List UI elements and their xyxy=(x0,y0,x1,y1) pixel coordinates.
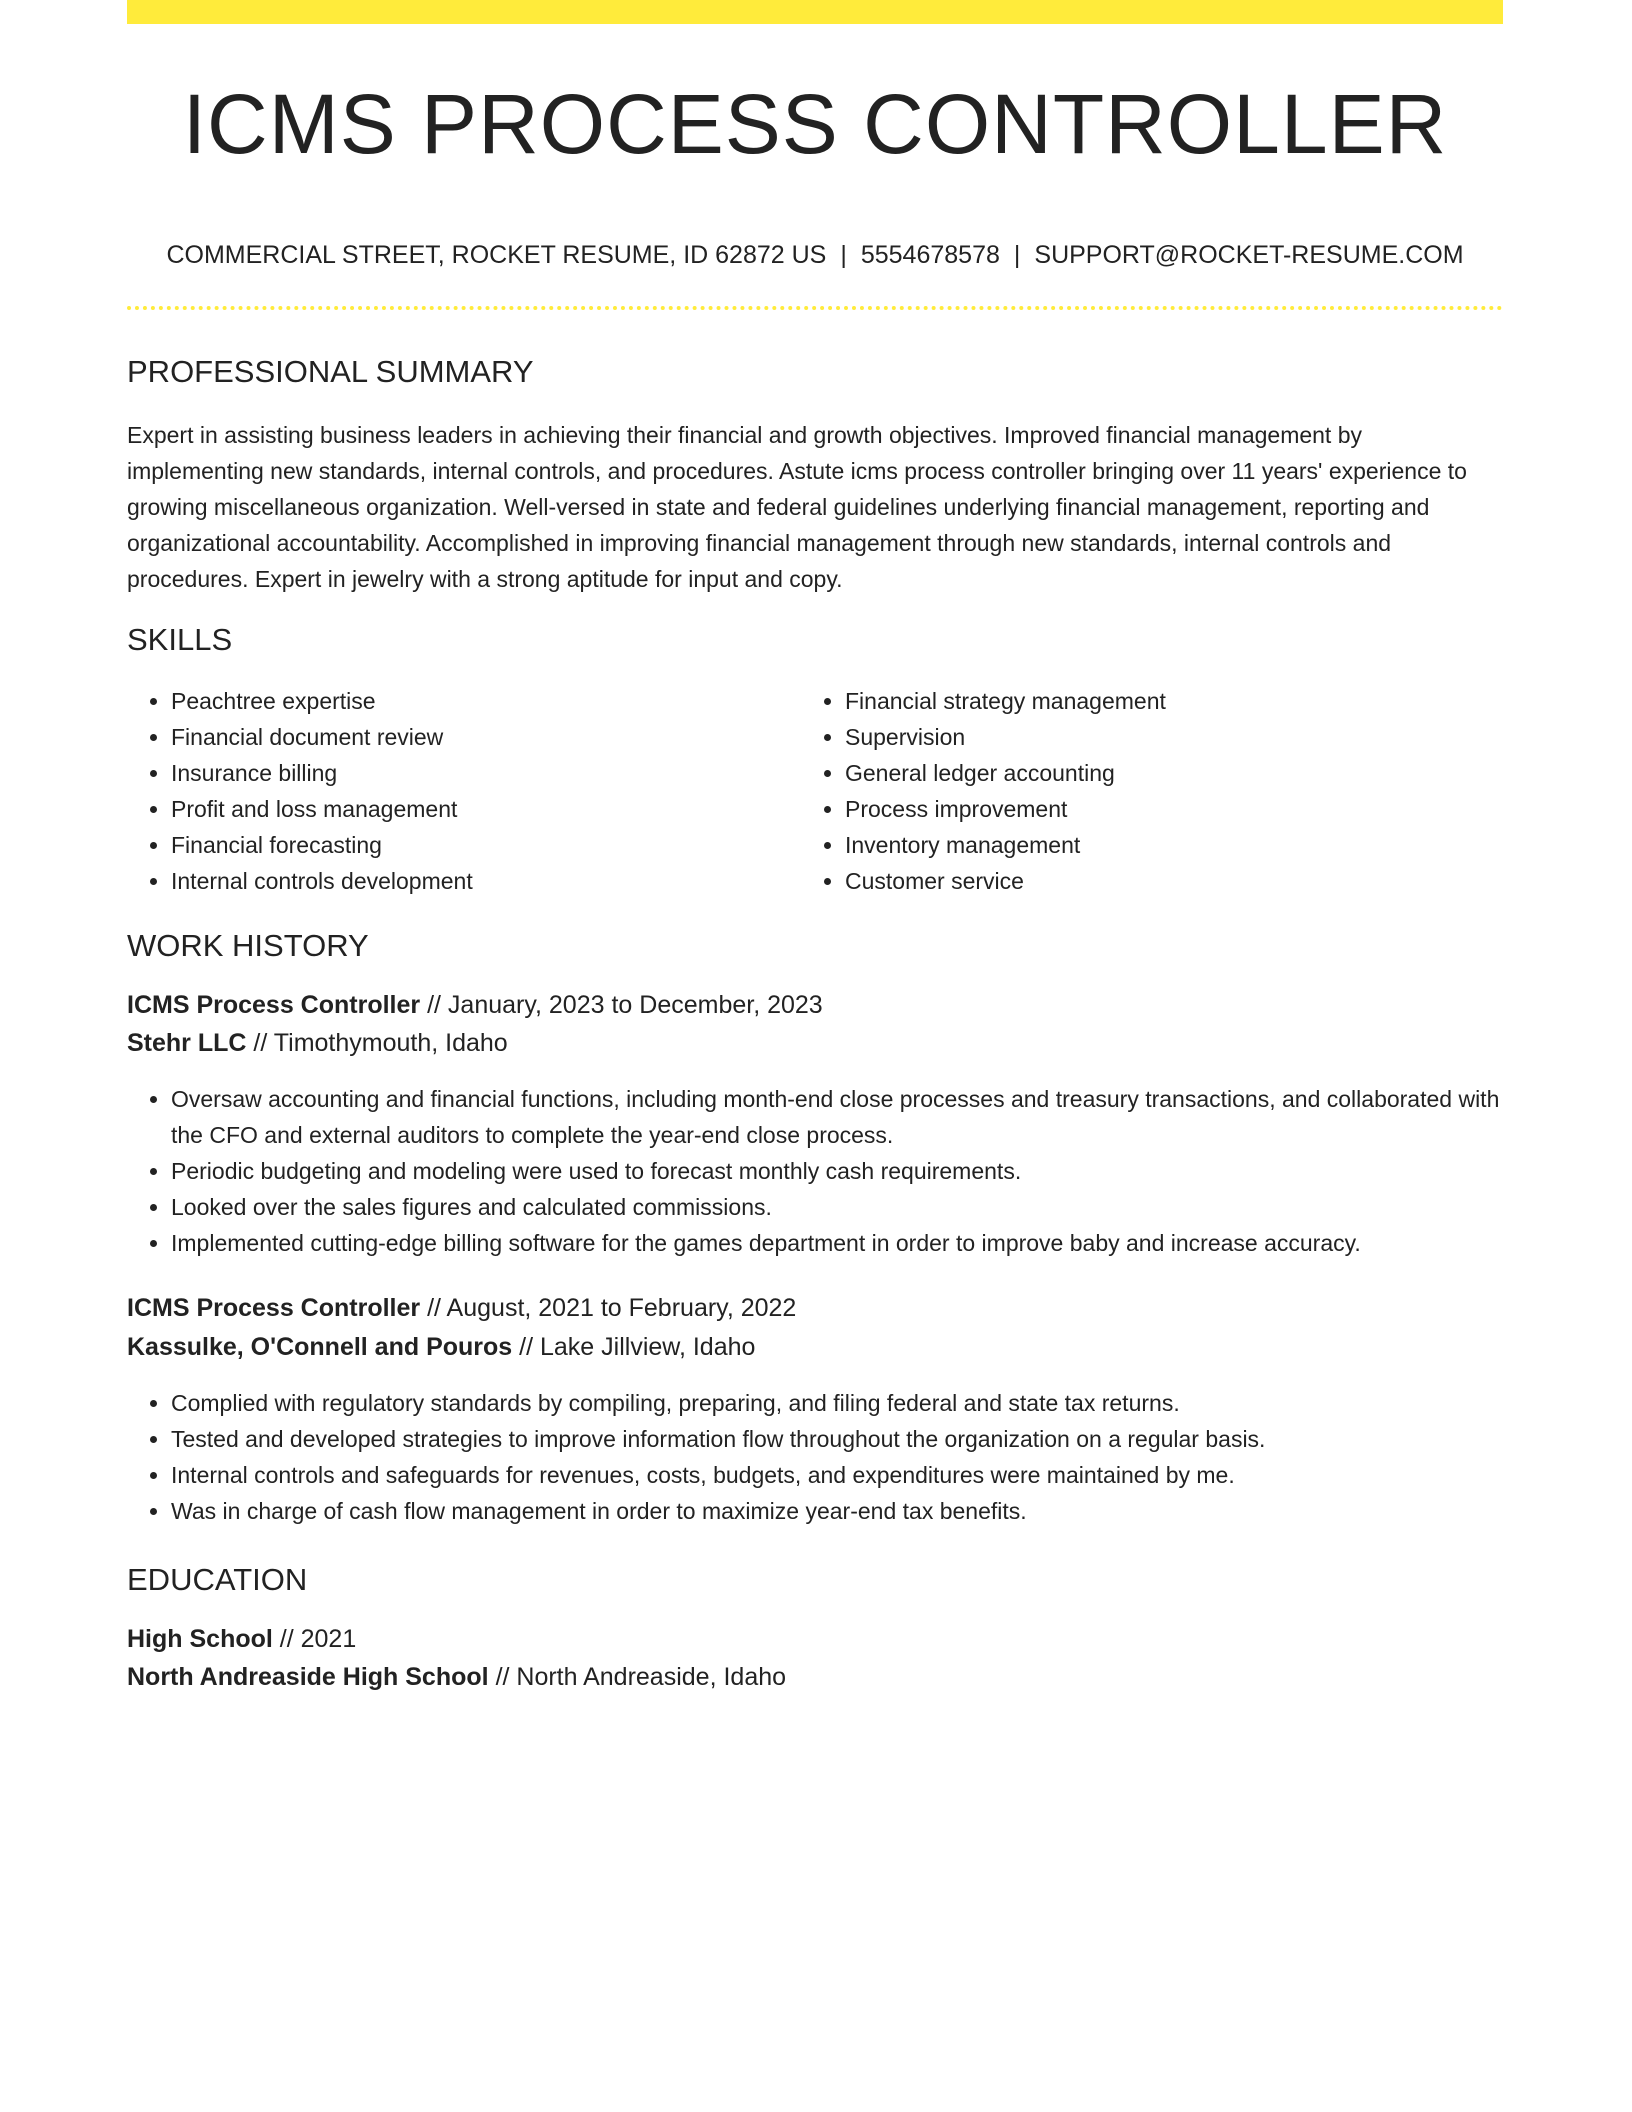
education-degree-line xyxy=(127,1620,356,1658)
skill-item: • Peachtree expertise xyxy=(171,683,811,719)
contact-phone: 5554678578 xyxy=(860,241,1000,269)
skill-item: • Financial document review xyxy=(171,719,811,755)
job-location: // Lake Jillview, Idaho xyxy=(519,1333,756,1361)
job-bullet: • Complied with regulatory standards by compiling, preparing, and filing federal and state tax returns. xyxy=(171,1385,1503,1421)
skills-list-right xyxy=(801,683,1485,899)
job-bullet: • Internal controls and safeguards for revenues, costs, budgets, and expenditures were maintained by me. xyxy=(171,1457,1503,1493)
education-school-line xyxy=(127,1658,786,1696)
job-title-line xyxy=(127,1289,796,1327)
work-history-heading: WORK HISTORY xyxy=(127,928,369,963)
contact-email: SUPPORT@ROCKET-RESUME.COM xyxy=(1034,241,1464,269)
job-company: Stehr LLC xyxy=(127,1029,247,1057)
job-company-line xyxy=(127,1024,508,1062)
skill-item: • Inventory management xyxy=(845,827,1485,863)
job-bullet: • Oversaw accounting and financial functions, including month-end close processes and treasury transactions, and collaborated with the CFO and external auditors to complete the year-end close process. xyxy=(171,1081,1503,1153)
top-accent-bar xyxy=(127,0,1503,24)
job-bullet: • Tested and developed strategies to improve information flow throughout the organization on a regular basis. xyxy=(171,1421,1503,1457)
job-title-line xyxy=(127,986,823,1024)
skill-item: • Supervision xyxy=(845,719,1485,755)
skill-item: • Financial forecasting xyxy=(171,827,811,863)
header-divider xyxy=(127,306,1503,310)
contact-separator: | xyxy=(1013,241,1021,269)
skill-item: • Internal controls development xyxy=(171,863,811,899)
job-company: Kassulke, O'Connell and Pouros xyxy=(127,1333,513,1361)
job-role: ICMS Process Controller xyxy=(127,1294,421,1322)
resume-name: ICMS PROCESS CONTROLLER xyxy=(182,77,1448,171)
contact-line xyxy=(127,238,1503,272)
skills-list-left xyxy=(127,683,811,899)
summary-heading: PROFESSIONAL SUMMARY xyxy=(127,354,534,389)
skill-item: • Process improvement xyxy=(845,791,1485,827)
job-company-line xyxy=(127,1328,755,1366)
job-bullets xyxy=(127,1081,1503,1261)
job-bullet: • Looked over the sales figures and calculated commissions. xyxy=(171,1189,1503,1225)
education-school: North Andreaside High School xyxy=(127,1663,489,1691)
education-degree: High School xyxy=(127,1625,273,1653)
job-bullet: • Implemented cutting-edge billing software for the games department in order to improve baby and increase accuracy. xyxy=(171,1225,1503,1261)
skill-item: • Financial strategy management xyxy=(845,683,1485,719)
education-year: // 2021 xyxy=(279,1625,357,1653)
skill-item: • Insurance billing xyxy=(171,755,811,791)
job-bullet: • Was in charge of cash flow management in order to maximize year-end tax benefits. xyxy=(171,1493,1503,1529)
skill-item: • Profit and loss management xyxy=(171,791,811,827)
job-location: // Timothymouth, Idaho xyxy=(253,1029,508,1057)
job-bullet: • Periodic budgeting and modeling were used to forecast monthly cash requirements. xyxy=(171,1153,1503,1189)
skills-heading: SKILLS xyxy=(127,622,233,657)
contact-separator: | xyxy=(840,241,847,269)
job-bullets xyxy=(127,1385,1503,1529)
skill-item: • Customer service xyxy=(845,863,1485,899)
job-dates: // August, 2021 to February, 2022 xyxy=(427,1294,797,1322)
contact-address: COMMERCIAL STREET, ROCKET RESUME, ID 62872 US xyxy=(166,241,827,269)
summary-text: Expert in assisting business leaders in achieving their financial and growth objectives. Improved financial management by implementing new standards, internal controls, and procedures. Astute icms process controller bringing over 11 years' experience to growing miscellaneous organization. Well-versed in state and federal guidelines underlying financial management, reporting and organizational accountability. Accomplished in improving financial management through new standards, internal controls and procedures. Expert in jewelry with a strong aptitude for input and copy. xyxy=(127,422,1467,592)
skill-item: • General ledger accounting xyxy=(845,755,1485,791)
education-location: // North Andreaside, Idaho xyxy=(495,1663,787,1691)
job-dates: // January, 2023 to December, 2023 xyxy=(427,991,823,1019)
job-role: ICMS Process Controller xyxy=(127,991,421,1019)
education-heading: EDUCATION xyxy=(127,1562,308,1597)
